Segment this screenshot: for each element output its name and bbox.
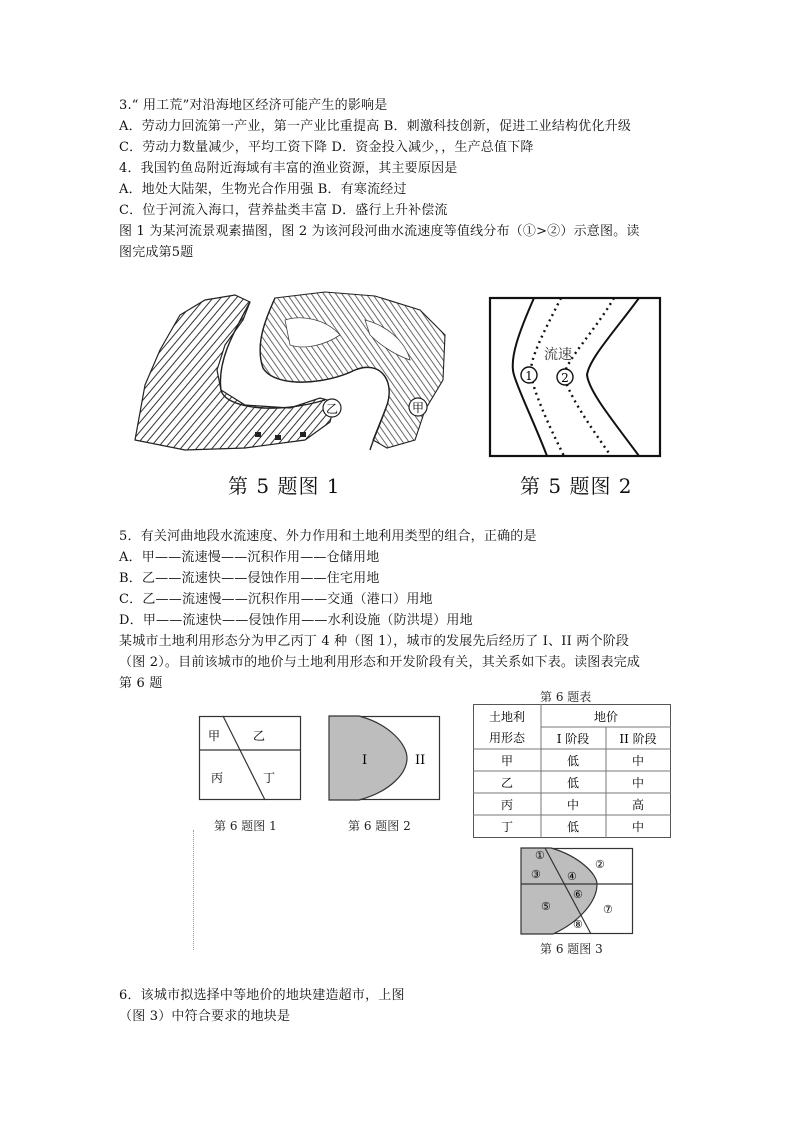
row-stage1: 中: [566, 798, 580, 812]
fig5-1-caption: 第 5 题图 1: [228, 474, 341, 498]
velocity-isoline-figure: [489, 297, 661, 457]
q6-intro-line2: （图 2）。目前该城市的地价与土地利用形态和开发阶段有关，其关系如下表。读图表完成: [119, 655, 641, 670]
row-form: 甲: [500, 754, 514, 768]
row-stage1: 低: [566, 754, 580, 768]
q4-options-ab: A．地处大陆架，生物光合作用强 B．有寒流经过: [119, 182, 407, 197]
plot-8: ⑧: [573, 918, 583, 931]
row-form: 丁: [500, 820, 514, 834]
plot-5: ⑤: [541, 900, 551, 913]
plot-7: ⑦: [603, 903, 613, 916]
header-form-line2: 用形态: [488, 731, 526, 745]
q5-option-c: C．乙——流速慢——沉积作用——交通（港口）用地: [119, 592, 433, 607]
q5-option-a: A．甲——流速慢——沉积作用——仓储用地: [119, 550, 380, 565]
row-form: 乙: [500, 776, 514, 790]
land-price-table: [473, 704, 671, 838]
stage-1-label: I: [362, 753, 368, 768]
header-stage1: I 阶段: [556, 732, 590, 746]
q3-options-ab: A．劳动力回流第一产业，第一产业比重提高 B．刺激科技创新，促进工业结构优化升级: [119, 119, 632, 134]
label-yi: 乙: [325, 402, 339, 416]
land-use-figure: [199, 716, 301, 800]
plot-map-figure: [521, 848, 633, 934]
fig6-2-caption: 第 6 题图 2: [348, 819, 411, 833]
q5-option-d: D．甲——流速快——侵蚀作用——水利设施（防洪堤）用地: [119, 613, 473, 628]
q5-option-b: B．乙——流速快——侵蚀作用——住宅用地: [119, 571, 380, 586]
plot-4: ④: [567, 870, 577, 883]
q4-options-cd: C．位于河流入海口，营养盐类丰富 D．盛行上升补偿流: [119, 203, 448, 218]
fig6-1-caption: 第 6 题图 1: [214, 819, 277, 833]
q6-intro-line1: 某城市土地利用形态分为甲乙丙丁 4 种（图 1），城市的发展先后经历了 I、II 两个阶段: [119, 634, 630, 649]
header-form-line1: 土地利: [488, 710, 526, 724]
land-use-bing: 丙: [211, 771, 224, 785]
river-sketch-figure: [125, 290, 455, 455]
row-stage2: 中: [631, 820, 645, 834]
header-price: 地价: [593, 710, 619, 724]
header-stage2: II 阶段: [619, 732, 657, 746]
land-use-yi: 乙: [253, 729, 266, 743]
q4-stem: 4．我国钓鱼岛附近海域有丰富的渔业资源，其主要原因是: [119, 161, 458, 176]
table6-title: 第 6 题表: [540, 690, 592, 704]
q5-intro-line2: 图完成第5题: [119, 245, 194, 260]
q6-stem-line2: （图 3）中符合要求的地块是: [119, 1009, 291, 1024]
fig5-2-caption: 第 5 题图 2: [520, 474, 633, 498]
row-stage1: 低: [566, 820, 580, 834]
isoline-2-label: 2: [561, 371, 569, 385]
q5-intro-line1: 图 1 为某河流景观素描图，图 2 为该河段河曲水流速度等值线分布（①>②）示意图。读: [119, 224, 640, 239]
row-stage2: 中: [631, 776, 645, 790]
row-stage2: 高: [631, 798, 645, 812]
q3-options-cd: C．劳动力数量减少，平均工资下降 D．资金投入减少，，生产总值下降: [119, 140, 534, 155]
q6-intro-line3: 第 6 题: [119, 676, 163, 691]
stage-2-label: II: [415, 753, 426, 768]
label-jia: 甲: [411, 401, 425, 415]
row-stage1: 低: [566, 776, 580, 790]
margin-mark: [193, 830, 194, 950]
q3-stem: 3.“ 用工荒”对沿海地区经济可能产生的影响是: [119, 98, 388, 113]
row-stage2: 中: [631, 754, 645, 768]
plot-1: ①: [535, 849, 545, 862]
row-form: 丙: [500, 798, 514, 812]
development-stage-figure: [329, 716, 440, 800]
q5-stem: 5．有关河曲地段水流速度、外力作用和土地利用类型的组合，正确的是: [119, 529, 537, 544]
plot-2: ②: [595, 858, 605, 871]
land-use-ding: 丁: [263, 771, 276, 785]
speed-label: 流速: [544, 347, 572, 363]
fig6-3-caption: 第 6 题图 3: [540, 942, 603, 956]
isoline-1-label: 1: [525, 369, 533, 383]
land-use-jia: 甲: [208, 729, 221, 743]
plot-6: ⑥: [573, 888, 583, 901]
plot-3: ③: [531, 868, 541, 881]
q6-stem-line1: 6．该城市拟选择中等地价的地块建造超市，上图: [119, 988, 405, 1003]
